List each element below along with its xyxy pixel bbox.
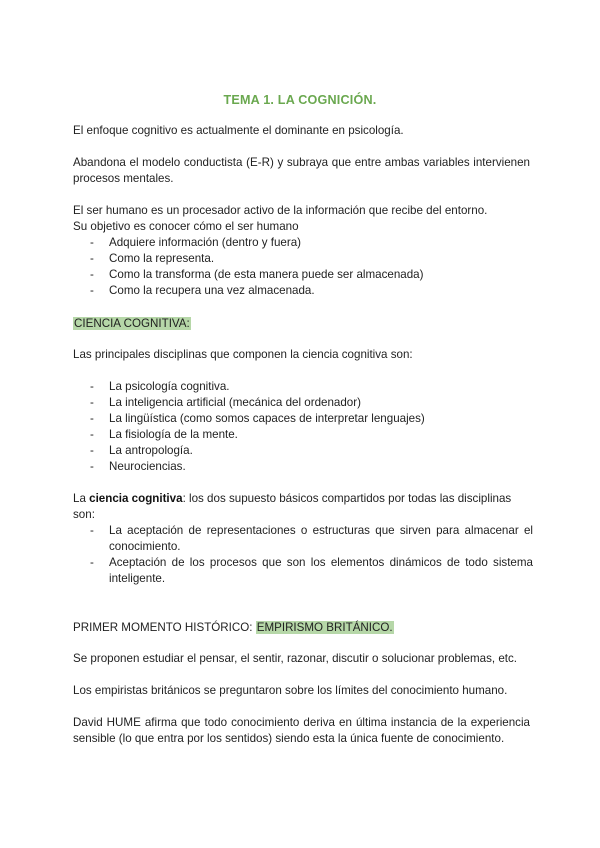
page-title: TEMA 1. LA COGNICIÓN. (223, 93, 377, 107)
primer-momento-paragraph-1: Se proponen estudiar el pensar, el sentir, razonar, discutir o solucionar problemas, etc. (73, 652, 518, 665)
list-item: - La antropología. (90, 444, 193, 457)
ciencia-cognitiva-sentence: La ciencia cognitiva: los dos supuesto básicos compartidos por todas las disciplinas son: (73, 492, 512, 521)
section-heading-ciencia-cognitiva: CIENCIA COGNITIVA: (74, 317, 190, 330)
list-dash: - (90, 524, 94, 537)
disciplines-list (73, 379, 533, 475)
intro-paragraph-3-line-2: Su objetivo es conocer cómo el ser humano (73, 220, 299, 233)
list-dash: - (90, 396, 94, 409)
intro-paragraph-2: Abandona el modelo conductista (E-R) y subraya que entre ambas variables intervienen procesos mentales. (73, 156, 530, 185)
primer-momento-paragraph-2: Los empiristas británicos se preguntaron sobre los límites del conocimiento humano. (73, 684, 508, 697)
list-dash: - (90, 444, 94, 457)
list-dash: - (90, 556, 94, 569)
list-item: - La psicología cognitiva. (90, 380, 230, 393)
list-item: - La lingüística (como somos capaces de interpretar lenguajes) (90, 412, 425, 425)
list-item: - Como la representa. (90, 252, 215, 265)
intro-paragraph-1: El enfoque cognitivo es actualmente el dominante en psicología. (73, 124, 404, 137)
list-item: - Como la recupera una vez almacenada. (90, 284, 315, 297)
list-dash: - (90, 428, 94, 441)
list-dash: - (90, 284, 94, 297)
list-dash: - (90, 412, 94, 425)
processing-steps-list (73, 235, 533, 299)
list-dash: - (90, 380, 94, 393)
intro-paragraph-3-line-1: El ser humano es un procesador activo de la información que recibe del entorno. (73, 204, 488, 217)
list-item: - La inteligencia artificial (mecánica del ordenador) (90, 396, 361, 409)
list-item: - Aceptación de los procesos que son los elementos dinámicos de todo sistema inteligente. (90, 556, 533, 585)
list-dash: - (90, 236, 94, 249)
disciplines-intro: Las principales disciplinas que componen la ciencia cognitiva son: (73, 348, 413, 361)
list-item: - Adquiere información (dentro y fuera) (90, 236, 302, 249)
list-item: - Neurociencias. (90, 460, 186, 473)
section-heading-primer-momento: PRIMER MOMENTO HISTÓRICO: EMPIRISMO BRITÁNICO. (73, 621, 393, 634)
list-item: - La fisiología de la mente. (90, 428, 238, 441)
list-dash: - (90, 252, 94, 265)
primer-momento-paragraph-3: David HUME afirma que todo conocimiento deriva en última instancia de la experiencia sensible (lo que entra por los sentidos) siendo esta la única fuente de conocimiento. (73, 716, 530, 745)
list-dash: - (90, 460, 94, 473)
list-dash: - (90, 268, 94, 281)
list-item: - La aceptación de representaciones o estructuras que sirven para almacenar el conocimiento. (90, 524, 533, 553)
list-item: - Como la transforma (de esta manera puede ser almacenada) (90, 268, 424, 281)
assumptions-list (73, 523, 533, 587)
